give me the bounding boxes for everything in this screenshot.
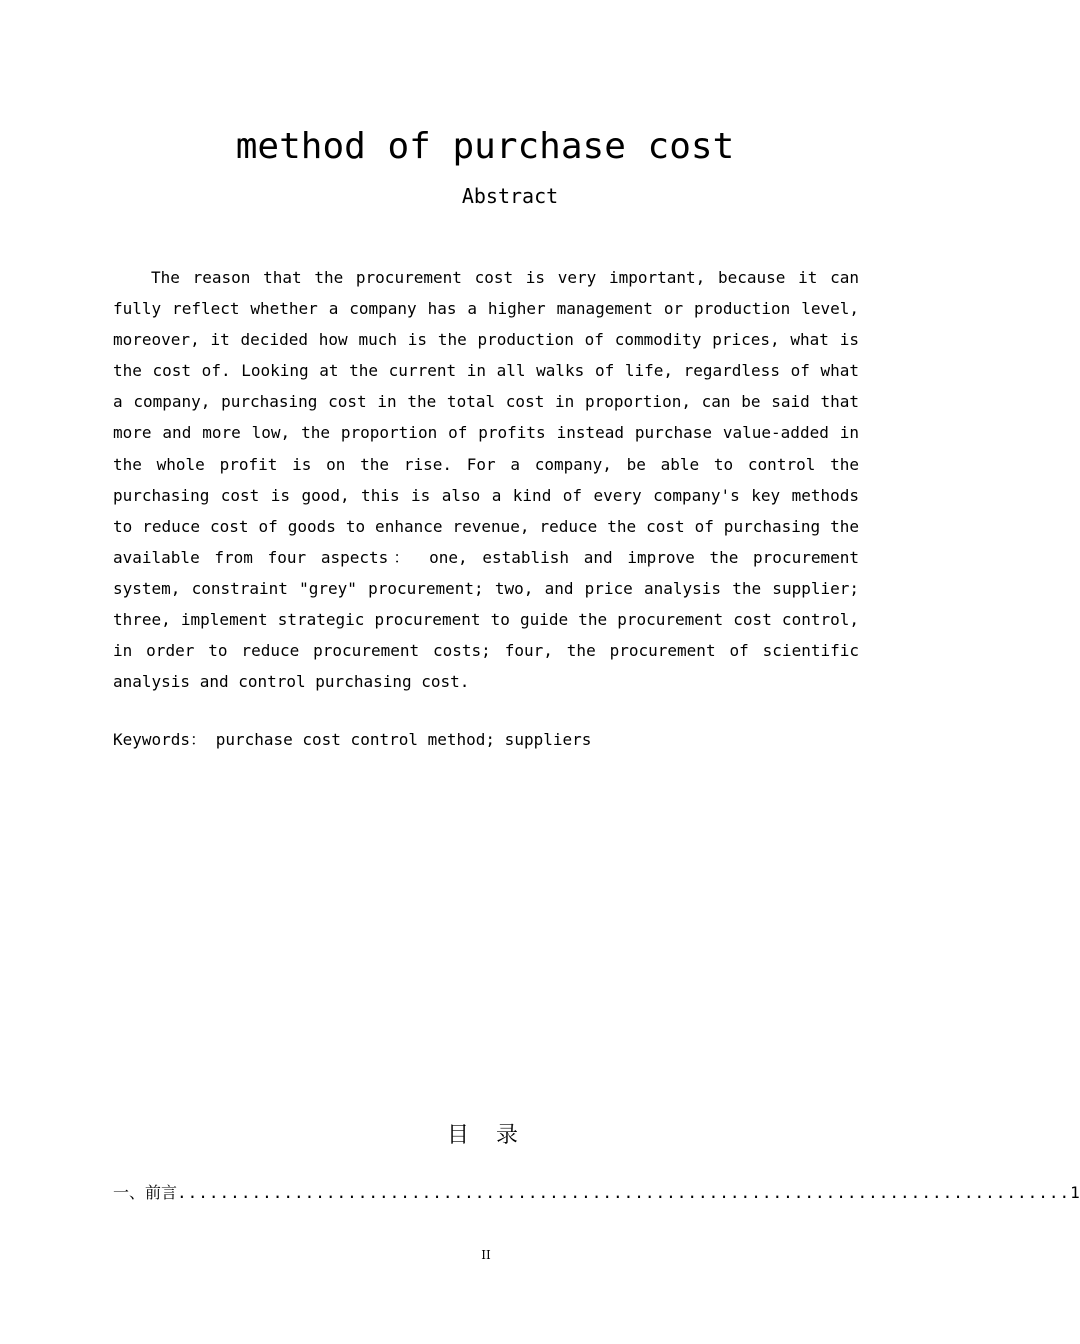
- keywords-line: Keywords： purchase cost control method; suppliers: [113, 730, 592, 749]
- abstract-heading: Abstract: [461, 184, 559, 208]
- toc-entry-page: 1: [1070, 1183, 1080, 1202]
- toc-entry-leader: ....................................................................................: [177, 1183, 1071, 1202]
- toc-entry-label: 一、前言: [113, 1183, 178, 1202]
- document-title: method of purchase cost: [235, 126, 735, 167]
- page-number: II: [481, 1248, 491, 1262]
- toc-entry[interactable]: [113, 1180, 1080, 1203]
- toc-heading: 目 录: [447, 1123, 528, 1148]
- abstract-body: The reason that the procurement cost is very important, because it can fully reflect whether a company has a higher management or production level, moreover, it decided how much is the production of commodity prices, what is the cost of. Looking at the current in all walks of life, regardless of what a company, purchasing cost in the total cost in proportion, can be said that more and more low, the proportion of profits instead purchase value-added in the whole profit is on the rise. For a company, be able to control the purchasing cost is good, this is also a kind of every company's key methods to reduce cost of goods to enhance revenue, reduce the cost of purchasing the available from four aspects： one, establish and improve the procurement system, constraint "grey" procurement; two, and price analysis the supplier; three, implement strategic procurement to guide the procurement cost control, in order to reduce procurement costs; four, the procurement of scientific analysis and control purchasing cost.: [113, 268, 860, 692]
